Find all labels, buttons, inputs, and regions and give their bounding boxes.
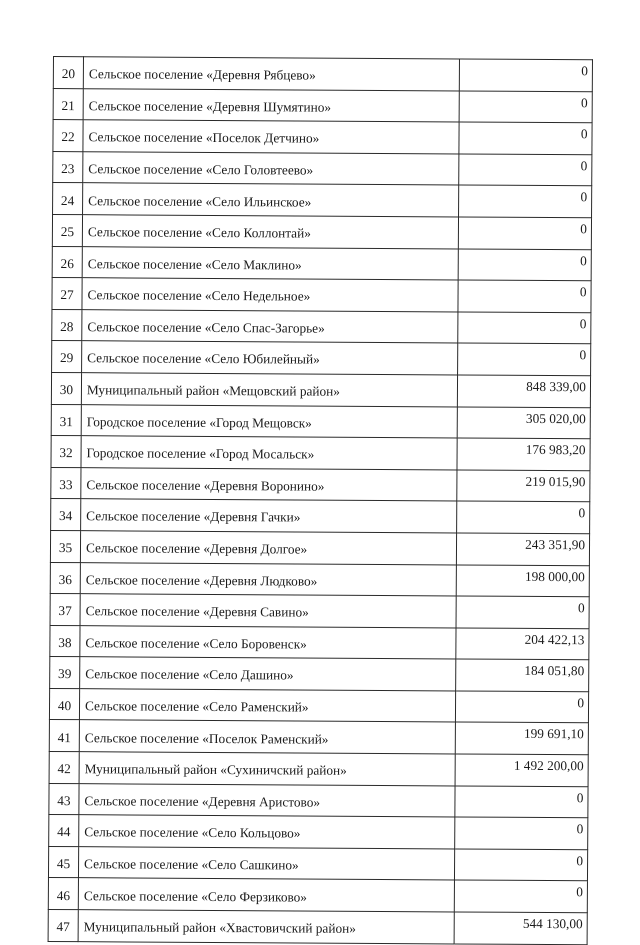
amount-value: 176 983,20 xyxy=(457,438,590,470)
amount-value: 1 492 200,00 xyxy=(455,754,588,786)
row-number: 20 xyxy=(53,57,83,89)
amount-value: 0 xyxy=(459,185,592,217)
document-page xyxy=(48,56,587,945)
table-row xyxy=(51,499,590,534)
amount-value: 204 422,13 xyxy=(456,628,589,660)
municipality-name: Сельское поселение «Деревня Шумятино» xyxy=(83,88,459,122)
municipality-name: Сельское поселение «Село Раменский» xyxy=(79,689,455,723)
amount-value: 0 xyxy=(454,849,587,881)
amount-value: 184 051,80 xyxy=(456,659,589,691)
municipality-name: Муниципальный район «Мещовский район» xyxy=(81,373,457,407)
amount-value: 0 xyxy=(458,343,591,375)
municipality-name: Сельское поселение «Село Боровенск» xyxy=(80,625,456,659)
table-row xyxy=(52,214,591,249)
row-number: 42 xyxy=(49,752,79,784)
table-row xyxy=(51,436,590,471)
row-number: 23 xyxy=(53,151,83,183)
table-row xyxy=(53,57,592,92)
row-number: 32 xyxy=(51,436,81,468)
table-row xyxy=(50,657,589,692)
row-number: 35 xyxy=(50,530,80,562)
amount-value: 0 xyxy=(459,122,592,154)
municipality-name: Сельское поселение «Село Спас-Загорье» xyxy=(82,309,458,343)
table-row xyxy=(51,467,590,502)
row-number: 33 xyxy=(51,467,81,499)
municipality-name: Городское поселение «Город Мосальск» xyxy=(81,436,457,470)
amount-value: 305 020,00 xyxy=(457,407,590,439)
municipality-name: Муниципальный район «Хвастовичский район» xyxy=(78,910,454,944)
municipality-name: Сельское поселение «Село Ильинское» xyxy=(83,183,459,217)
municipality-name: Сельское поселение «Село Сашкино» xyxy=(78,847,454,881)
municipality-name: Сельское поселение «Село Недельное» xyxy=(82,278,458,312)
table-row xyxy=(53,151,592,186)
row-number: 27 xyxy=(52,278,82,310)
amount-value: 0 xyxy=(455,817,588,849)
municipality-name: Сельское поселение «Деревня Савино» xyxy=(80,594,456,628)
municipality-name: Сельское поселение «Село Головтеево» xyxy=(83,151,459,185)
row-number: 31 xyxy=(51,404,81,436)
amount-value: 243 351,90 xyxy=(456,533,589,565)
municipality-name: Сельское поселение «Поселок Детчино» xyxy=(83,120,459,154)
table-row xyxy=(50,625,589,660)
table-row xyxy=(48,878,587,913)
municipality-name: Городское поселение «Город Мещовск» xyxy=(81,404,457,438)
amount-value: 848 339,00 xyxy=(457,375,590,407)
amount-value: 199 691,10 xyxy=(455,722,588,754)
municipality-name: Сельское поселение «Село Кольцово» xyxy=(79,815,455,849)
table-row xyxy=(49,783,588,818)
amount-value: 544 130,00 xyxy=(454,912,587,944)
amount-value: 0 xyxy=(459,59,592,91)
row-number: 43 xyxy=(49,783,79,815)
row-number: 38 xyxy=(50,625,80,657)
municipality-name: Сельское поселение «Деревня Рябцево» xyxy=(83,57,459,91)
amount-value: 0 xyxy=(456,596,589,628)
table-row xyxy=(51,372,590,407)
table-row xyxy=(53,88,592,123)
allocation-table xyxy=(48,56,593,945)
amount-value: 0 xyxy=(459,154,592,186)
row-number: 22 xyxy=(53,120,83,152)
row-number: 37 xyxy=(50,594,80,626)
amount-value: 198 000,00 xyxy=(456,564,589,596)
amount-value: 0 xyxy=(458,280,591,312)
municipality-name: Сельское поселение «Деревня Людково» xyxy=(80,562,456,596)
row-number: 41 xyxy=(49,720,79,752)
municipality-name: Муниципальный район «Сухиничский район» xyxy=(79,752,455,786)
amount-value: 0 xyxy=(459,91,592,123)
municipality-name: Сельское поселение «Деревня Воронино» xyxy=(81,467,457,501)
row-number: 45 xyxy=(48,846,78,878)
table-row xyxy=(53,183,592,218)
amount-value: 0 xyxy=(458,217,591,249)
amount-value: 0 xyxy=(454,880,587,912)
row-number: 30 xyxy=(51,372,81,404)
row-number: 46 xyxy=(48,878,78,910)
table-row xyxy=(52,309,591,344)
table-row xyxy=(50,530,589,565)
row-number: 47 xyxy=(48,910,78,942)
table-row xyxy=(49,688,588,723)
table-row xyxy=(49,815,588,850)
table-row xyxy=(50,594,589,629)
row-number: 21 xyxy=(53,88,83,120)
municipality-name: Сельское поселение «Деревня Гачки» xyxy=(81,499,457,533)
row-number: 24 xyxy=(53,183,83,215)
table-row xyxy=(50,562,589,597)
table-row xyxy=(49,720,588,755)
row-number: 34 xyxy=(51,499,81,531)
row-number: 44 xyxy=(49,815,79,847)
table-row xyxy=(48,910,587,945)
row-number: 25 xyxy=(52,214,82,246)
municipality-name: Сельское поселение «Село Ферзиково» xyxy=(78,878,454,912)
municipality-name: Сельское поселение «Село Маклино» xyxy=(82,246,458,280)
table-body xyxy=(48,57,592,945)
amount-value: 0 xyxy=(457,501,590,533)
municipality-name: Сельское поселение «Поселок Раменский» xyxy=(79,720,455,754)
amount-value: 0 xyxy=(455,786,588,818)
amount-value: 0 xyxy=(458,249,591,281)
municipality-name: Сельское поселение «Село Юбилейный» xyxy=(82,341,458,375)
table-row xyxy=(52,278,591,313)
table-row xyxy=(49,752,588,787)
row-number: 28 xyxy=(52,309,82,341)
row-number: 29 xyxy=(52,341,82,373)
municipality-name: Сельское поселение «Село Коллонтай» xyxy=(82,215,458,249)
row-number: 26 xyxy=(52,246,82,278)
amount-value: 0 xyxy=(458,312,591,344)
municipality-name: Сельское поселение «Село Дашино» xyxy=(80,657,456,691)
row-number: 39 xyxy=(50,657,80,689)
amount-value: 219 015,90 xyxy=(457,470,590,502)
table-row xyxy=(52,246,591,281)
table-row xyxy=(52,341,591,376)
amount-value: 0 xyxy=(455,691,588,723)
municipality-name: Сельское поселение «Деревня Долгое» xyxy=(80,531,456,565)
row-number: 40 xyxy=(49,688,79,720)
table-row xyxy=(48,846,587,881)
table-row xyxy=(53,120,592,155)
row-number: 36 xyxy=(50,562,80,594)
table-row xyxy=(51,404,590,439)
municipality-name: Сельское поселение «Деревня Аристово» xyxy=(79,783,455,817)
